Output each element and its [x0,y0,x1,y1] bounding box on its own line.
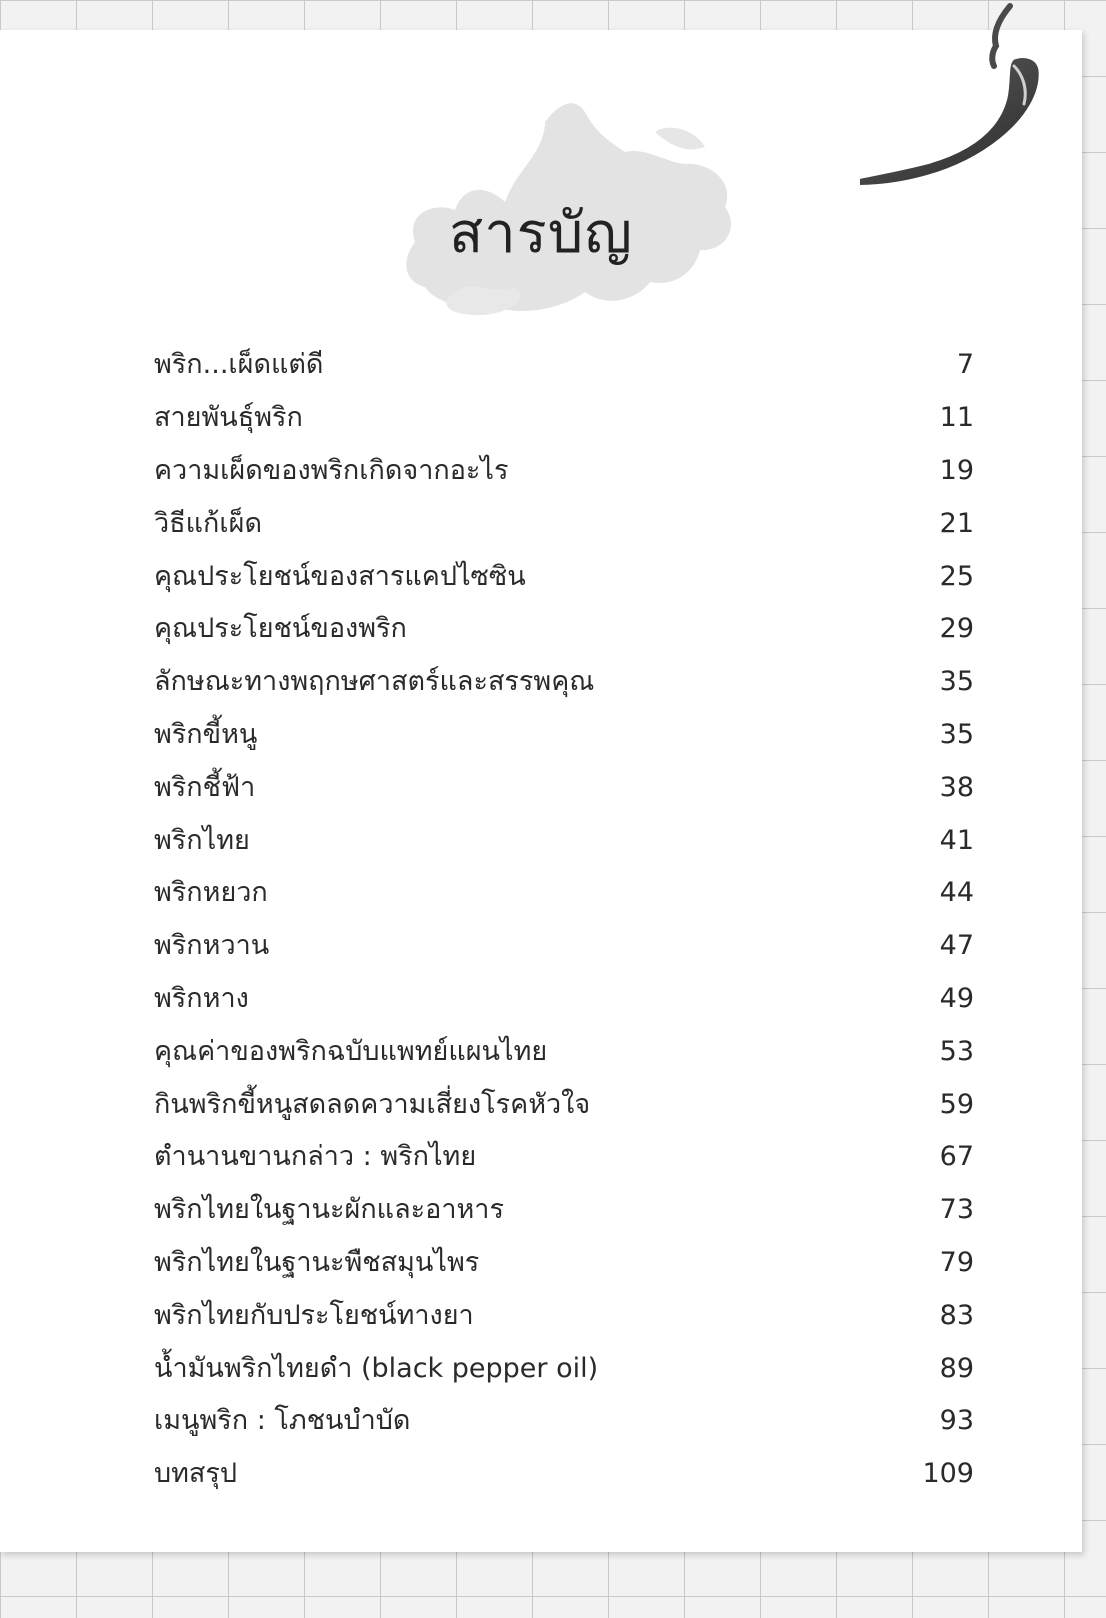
toc-label: คุณประโยชน์ของสารแคปไซซิน [154,560,526,592]
toc-entry [154,1448,974,1501]
toc-label: คุณค่าของพริกฉบับแพทย์แผนไทย [154,1035,548,1067]
toc-label: พริกไทยกับประโยชน์ทางยา [154,1299,474,1331]
toc-entry [154,1289,974,1342]
toc-label: คุณประโยชน์ของพริก [154,613,407,645]
toc-page-number: 59 [939,1088,974,1120]
toc-page-number: 35 [939,718,974,750]
toc-label: ลักษณะทางพฤกษศาสตร์และสรรพคุณ [154,666,595,698]
toc-entry [154,1342,974,1395]
toc-entry [154,656,974,709]
toc-label: พริกชี้ฟ้า [154,771,256,803]
toc-entry [154,1237,974,1290]
toc-entry [154,973,974,1026]
toc-label: พริกขี้หนู [154,718,258,750]
toc-page-number: 89 [939,1352,974,1384]
page-title: สารบัญ [449,201,633,266]
toc-entry [154,867,974,920]
toc-entry [154,814,974,867]
toc-page-number: 29 [939,613,974,645]
toc-page-number: 79 [939,1246,974,1278]
toc-label: น้ำมันพริกไทยดำ (black pepper oil) [154,1352,599,1384]
chili-pepper-icon [860,0,1090,220]
toc-page-number: 11 [939,402,974,434]
toc-page-number: 93 [939,1405,974,1437]
toc-entry [154,761,974,814]
table-of-contents [154,339,974,1501]
toc-page-number: 53 [939,1035,974,1067]
toc-label: พริกไทยในฐานะผักและอาหาร [154,1194,504,1226]
toc-label: พริกหาง [154,982,249,1014]
toc-page-number: 35 [939,666,974,698]
toc-label: พริกหยวก [154,877,268,909]
toc-label: ตำนานขานกล่าว : พริกไทย [154,1141,477,1173]
toc-page-number: 67 [939,1141,974,1173]
toc-entry [154,709,974,762]
toc-entry [154,339,974,392]
toc-page-number: 109 [922,1458,974,1490]
toc-entry [154,920,974,973]
toc-label: พริกไทยในฐานะพืชสมุนไพร [154,1246,480,1278]
toc-label: เมนูพริก : โภชนบำบัด [154,1405,411,1437]
toc-label: พริกหวาน [154,930,270,962]
toc-entry [154,550,974,603]
toc-page-number: 41 [939,824,974,856]
toc-entry [154,1184,974,1237]
toc-entry [154,445,974,498]
toc-page-number: 49 [939,982,974,1014]
toc-page-number: 21 [939,507,974,539]
toc-entry [154,392,974,445]
toc-page-number: 83 [939,1299,974,1331]
toc-label: ความเผ็ดของพริกเกิดจากอะไร [154,454,509,486]
toc-label: บทสรุป [154,1458,238,1490]
toc-label: พริก...เผ็ดแต่ดี [154,349,324,381]
toc-label: พริกไทย [154,824,250,856]
toc-entry [154,497,974,550]
toc-entry [154,1025,974,1078]
toc-page-number: 38 [939,771,974,803]
toc-entry [154,1131,974,1184]
toc-page-number: 44 [939,877,974,909]
toc-page-number: 25 [939,560,974,592]
toc-entry [154,1078,974,1131]
toc-page-number: 73 [939,1194,974,1226]
toc-label: กินพริกขี้หนูสดลดความเสี่ยงโรคหัวใจ [154,1088,591,1120]
toc-page-number: 47 [939,930,974,962]
book-page [0,30,1082,1552]
toc-label: สายพันธุ์พริก [154,402,303,434]
toc-label: วิธีแก้เผ็ด [154,507,262,539]
toc-page-number: 7 [956,349,974,381]
toc-entry [154,1395,974,1448]
toc-page-number: 19 [939,454,974,486]
toc-entry [154,603,974,656]
